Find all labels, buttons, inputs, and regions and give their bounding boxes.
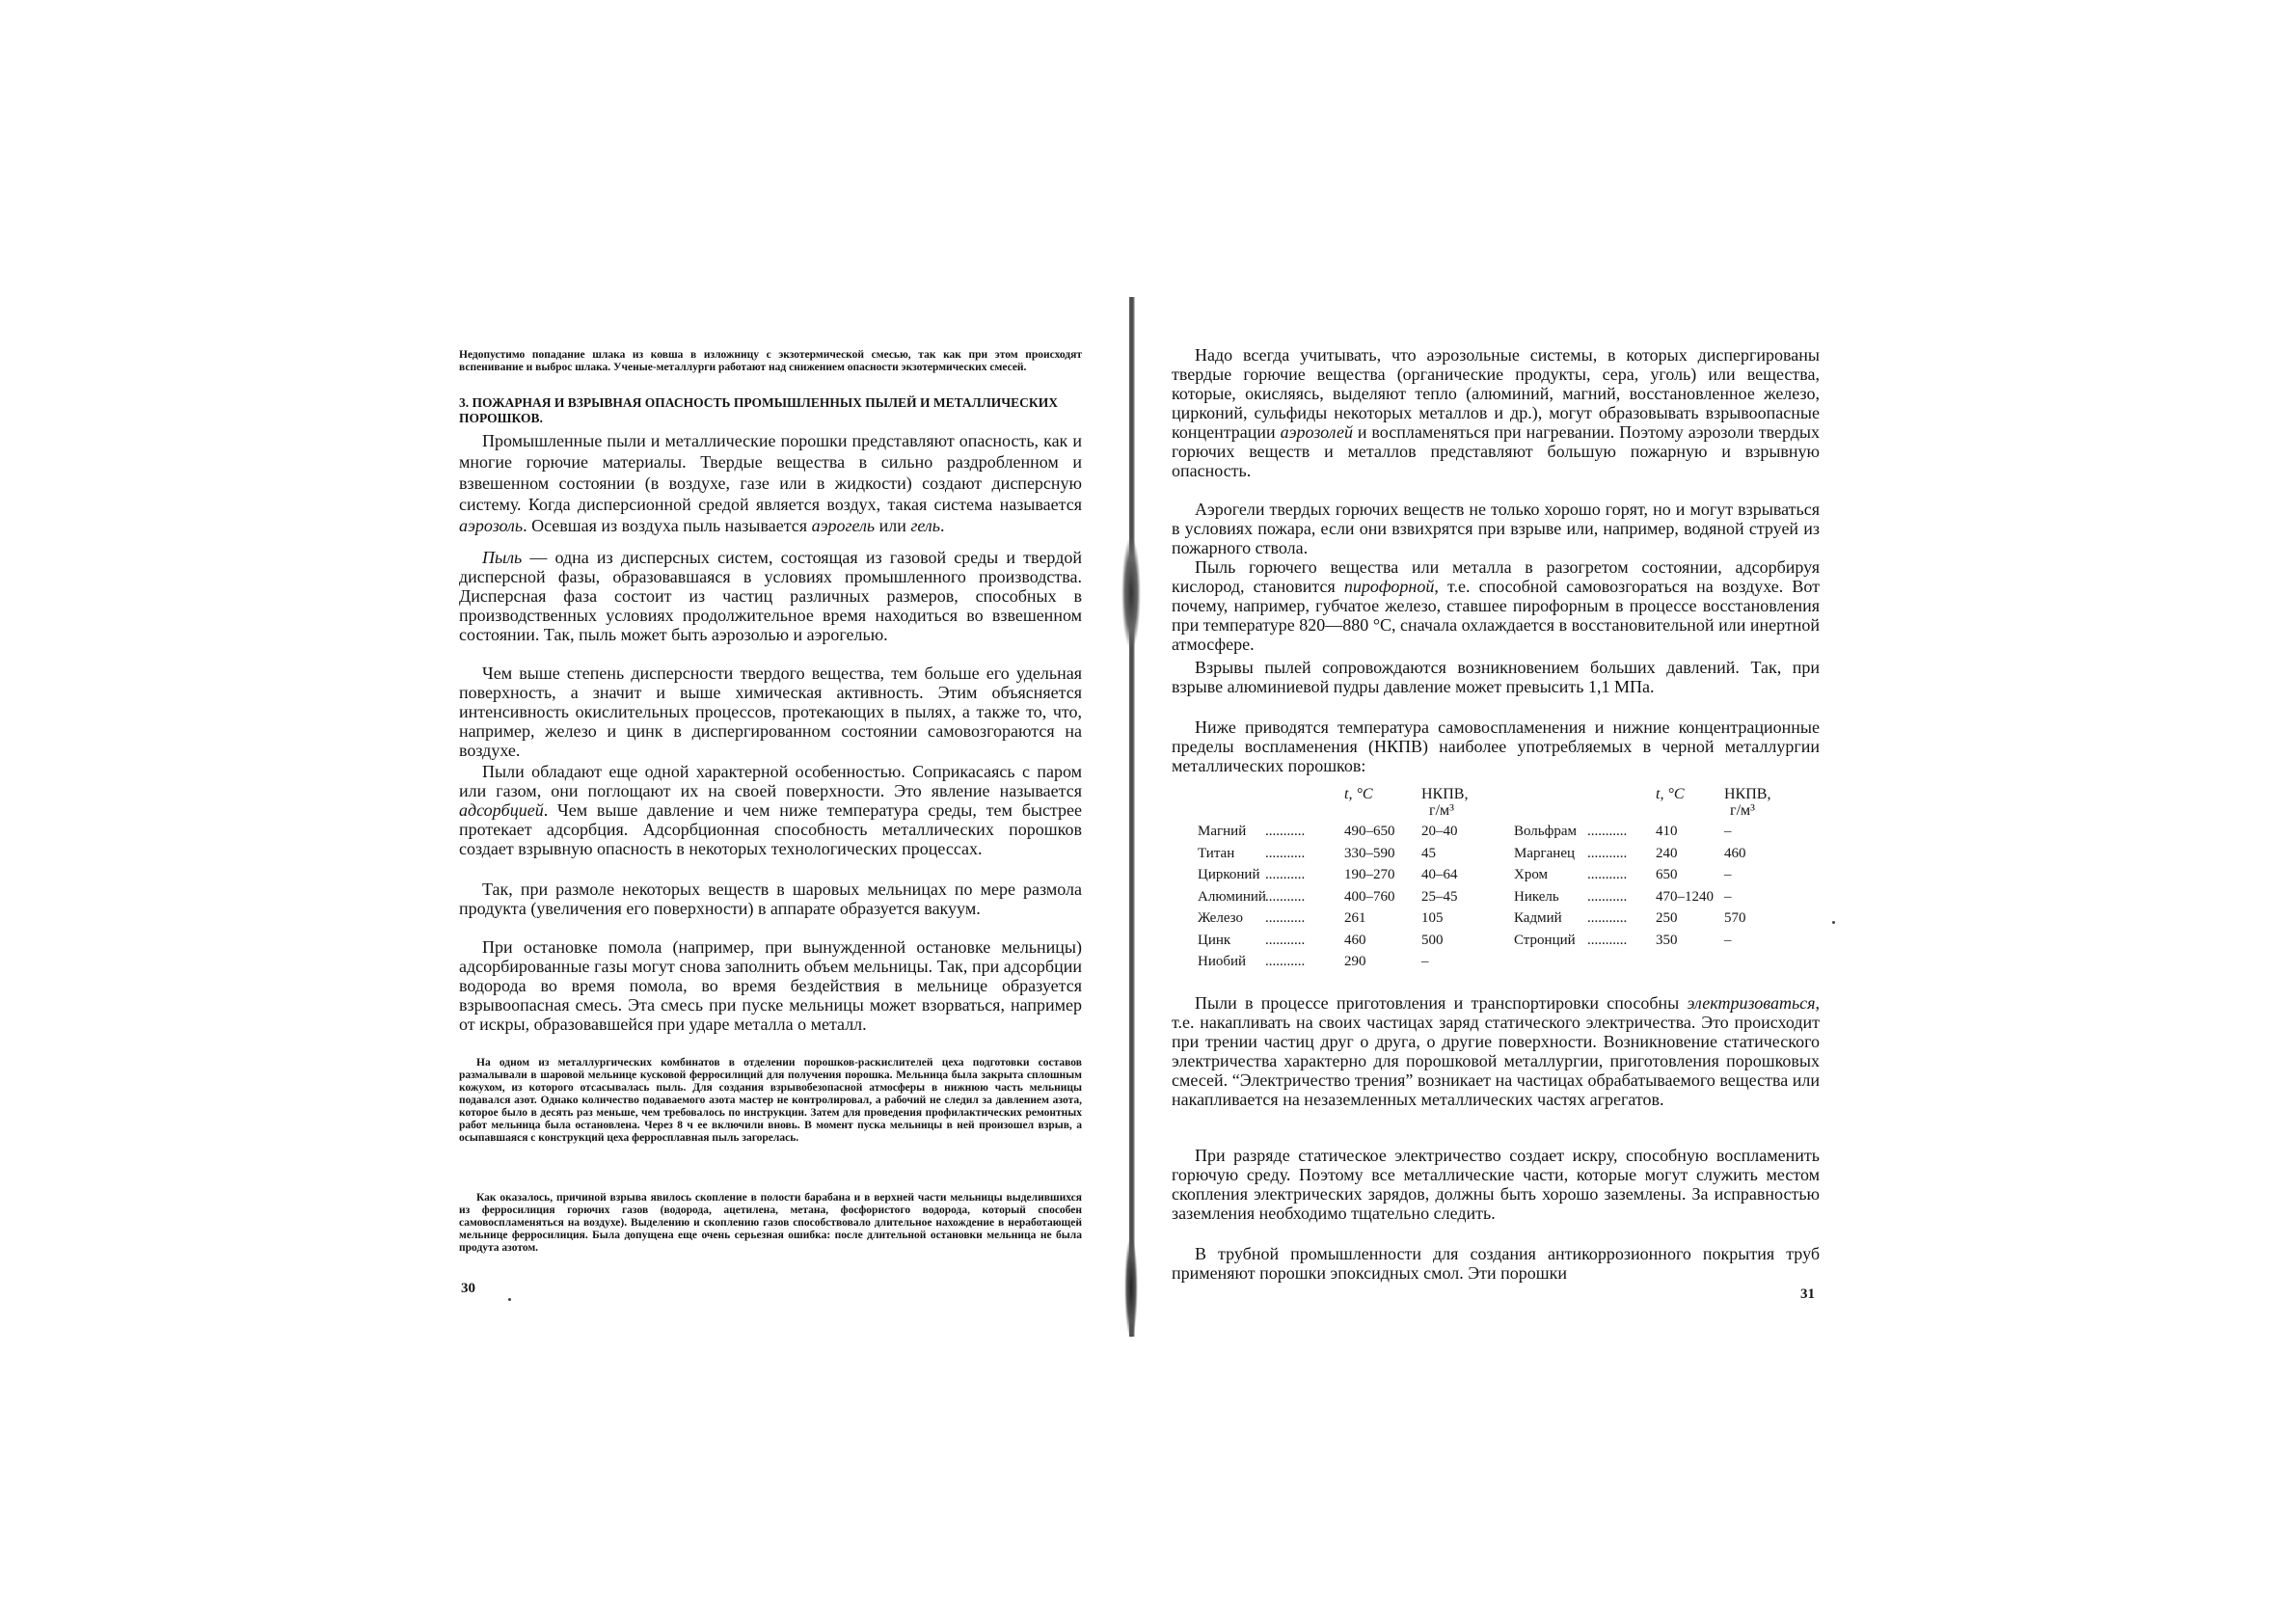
header-t: t, °С	[1344, 786, 1373, 802]
ignition-temp: 460	[1344, 932, 1366, 948]
paragraph: Промышленные пыли и металлические порошки представляют опасность, как и многие горючие материалы. Твердые вещества в сильно раздробленном и взвешенном состоянии (в воздухе, газе или в жидкости) создают дисперсную систему. Когда дисперсионной средой является воздух, такая система называется аэрозоль. Осевшая из воздуха пыль называется аэрогель или гель.	[459, 431, 1082, 535]
paragraph: Пыль горючего вещества или металла в разогретом состоянии, адсорбируя кислород, становится пирофорной, т.е. способной самовозгораться на воздухе. Вот почему, например, губчатое железо, ставшее пирофорным в процессе восстановления при температуре 820—880 °С, сначала охлаждается в восстановительной или инертной атмосфере.	[1172, 557, 1820, 654]
book-spine-shadow	[1126, 297, 1138, 1337]
metal-name: Стронций	[1514, 932, 1576, 948]
paragraph: Аэрогели твердых горючих веществ не только хорошо горят, но и могут взрываться в условиях пожара, если они взвихрятся при взрыве или, например, водяной струей из пожарного ствола.	[1172, 500, 1820, 557]
table-row	[1198, 930, 1815, 952]
page-number: 30	[461, 1281, 475, 1296]
paragraph: Так, при размоле некоторых веществ в шаровых мельницах по мере размола продукта (увеличения его поверхности) в аппарате образуется вакуум.	[459, 880, 1082, 918]
metal-name: Цинк	[1198, 932, 1231, 948]
metal-name: Алюминий	[1198, 888, 1266, 905]
table-row	[1198, 907, 1815, 930]
nkpv-value: 460	[1724, 845, 1746, 861]
header-nkpv: НКПВ,	[1724, 786, 1771, 802]
nkpv-value: 105	[1421, 910, 1444, 926]
ignition-temp: 261	[1344, 910, 1366, 926]
ignition-temp: 330–590	[1344, 845, 1395, 861]
table-row	[1198, 864, 1815, 886]
ignition-temp: 400–760	[1344, 888, 1395, 905]
page-number: 31	[1800, 1286, 1815, 1302]
metal-name: Магний	[1198, 824, 1247, 839]
scan-speck	[508, 1298, 511, 1301]
nkpv-value: 40–64	[1421, 867, 1458, 882]
metal-name: Титан	[1198, 845, 1235, 861]
section-heading: 3. ПОЖАРНАЯ И ВЗРЫВНАЯ ОПАСНОСТЬ ПРОМЫШЛЕННЫХ ПЫЛЕЙ И МЕТАЛЛИЧЕСКИХ ПОРОШКОВ.	[459, 395, 1058, 425]
leader-dots: ...........	[1587, 824, 1628, 839]
header-unit: г/м³	[1730, 802, 1755, 819]
table-header	[1198, 786, 1815, 821]
incident-note: Как оказалось, причиной взрыва явилось скопление в полости барабана и в верхней части мельницы выделившихся из ферросилиция горючих газов (водорода, ацетилена, метана, фосфористого водорода, который способен самовоспламеняться на воздухе). Выделению и скоплению газов способствовало длительное нахождение в неработающей мельнице ферросилиция. Была допущена еще очень серьезная ошибка: после длительной остановки мельница не была продута азотом.	[459, 1192, 1082, 1254]
leader-dots: ...........	[1587, 932, 1628, 948]
header-t: t, °С	[1656, 786, 1685, 802]
nkpv-value: –	[1724, 932, 1732, 948]
incident-note: На одном из металлургических комбинатов в отделении порошков-раскислителей цеха подготовки составов размалывали в шаровой мельнице кусковой ферросилиций для получения порошка. Мельница была закрыта сплошным кожухом, из которого отсасывалась пыль. Для создания взрывобезопасной атмосферы в нижнюю часть мельницы подавался азот. Однако количество подаваемого азота мастер не контролировал, а рабочий не следил за давлением азота, которое было в десять раз меньше, чем требовалось по инструкции. Затем для проведения профилактических ремонтных работ мельница была остановлена. Через 8 ч ее включили вновь. В момент пуска мельницы в ней произошел взрыв, а осыпавшаяся с конструкций цеха ферросплавная пыль загорелась.	[459, 1057, 1082, 1144]
leader-dots: ...........	[1265, 888, 1306, 905]
metal-name: Железо	[1198, 910, 1243, 926]
leader-dots: ...........	[1265, 845, 1306, 861]
paragraph: Пыль — одна из дисперсных систем, состоящая из газовой среды и твердой дисперсной фазы, образовавшаяся в условиях промышленного производства. Дисперсная фаза состоит из частиц различных размеров, способных в производственных условиях продолжительное время находиться во взвешенном состоянии. Так, пыль может быть аэрозолью и аэрогелью.	[459, 548, 1082, 644]
ignition-table	[1198, 786, 1815, 973]
nkpv-value: 500	[1421, 932, 1444, 948]
metal-name: Кадмий	[1514, 910, 1562, 926]
nkpv-value: –	[1724, 888, 1732, 905]
paragraph: В трубной промышленности для создания антикоррозионного покрытия труб применяют порошки эпоксидных смол. Эти порошки	[1172, 1244, 1820, 1283]
paragraph: Пыли в процессе приготовления и транспортировки способны электризоваться, т.е. накапливать на своих частицах заряд статического электричества. Это происходит при трении частиц друг о друга, о другие поверхности. Возникновение статического электричества характерно для порошковой металлургии, приготовления порошковых смесей. “Электричество трения” возникает на частицах обрабатываемого вещества или накапливается на незаземленных металлических частях агрегатов.	[1172, 993, 1820, 1109]
table-row	[1198, 821, 1815, 843]
leader-dots: ...........	[1587, 910, 1628, 926]
ignition-temp: 190–270	[1344, 867, 1395, 882]
nkpv-value: –	[1421, 954, 1429, 969]
ignition-temp: 240	[1656, 845, 1678, 861]
intro-note: Недопустимо попадание шлака из ковша в изложницу с экзотермической смесью, так как при этом происходят вспенивание и выброс шлака. Ученые-металлурги работают над снижением опасности экзотермических смесей.	[459, 349, 1082, 373]
ignition-temp: 410	[1656, 824, 1678, 839]
ignition-temp: 290	[1344, 954, 1366, 969]
leader-dots: ...........	[1587, 888, 1628, 905]
metal-name: Никель	[1514, 888, 1559, 905]
table-row	[1198, 951, 1815, 973]
paragraph: Чем выше степень дисперсности твердого вещества, тем больше его удельная поверхность, а значит и выше химическая активность. Этим объясняется интенсивность окислительных процессов, протекающих в пылях, а также то, что, например, железо и цинк в диспергированном состоянии самовозгораются на воздухе.	[459, 663, 1082, 760]
paragraph: Пыли обладают еще одной характерной особенностью. Соприкасаясь с паром или газом, они поглощают их на своей поверхности. Это явление называется адсорбцией. Чем выше давление и чем ниже температура среды, тем быстрее протекает адсорбция. Адсорбционная способность металлических порошков создает взрывную опасность в некоторых технологических процессах.	[459, 762, 1082, 858]
metal-name: Цирконий	[1198, 867, 1260, 882]
ignition-temp: 350	[1656, 932, 1678, 948]
metal-name: Вольфрам	[1514, 824, 1578, 839]
header-nkpv: НКПВ,	[1421, 786, 1469, 802]
spine-scan-mark	[1124, 1234, 1138, 1340]
header-unit: г/м³	[1429, 802, 1454, 819]
ignition-temp: 650	[1656, 867, 1678, 882]
table-row	[1198, 886, 1815, 908]
ignition-temp: 490–650	[1344, 824, 1395, 839]
paragraph: При остановке помола (например, при вынужденной остановке мельницы) адсорбированные газы могут снова заполнить объем мельницы. Так, при адсорбции водорода во время помола, во время бездействия в мельнице образуется взрывоопасная смесь. Эта смесь при пуске мельницы может взорваться, например от искры, образовавшейся при ударе металла о металл.	[459, 937, 1082, 1034]
table-body	[1198, 821, 1815, 973]
nkpv-value: –	[1724, 867, 1732, 882]
ignition-temp: 250	[1656, 910, 1678, 926]
metal-name: Марганец	[1514, 845, 1576, 861]
paragraph: Надо всегда учитывать, что аэрозольные системы, в которых диспергированы твердые горючие вещества (органические продукты, сера, уголь) или вещества, которые, окисляясь, выделяют тепло (алюминий, магний, восстановленное железо, цирконий, сульфиды некоторых металлов и др.), могут образовывать взрывоопасные концентрации аэрозолей и воспламеняться при нагревании. Поэтому аэрозоли твердых горючих веществ и металлов представляют большую пожарную и взрывную опасность.	[1172, 345, 1820, 480]
metal-name: Ниобий	[1198, 954, 1247, 969]
scan-speck	[1832, 921, 1835, 924]
ignition-temp: 470–1240	[1656, 888, 1714, 905]
nkpv-value: 45	[1421, 845, 1436, 861]
metal-name: Хром	[1514, 867, 1549, 882]
spine-scan-mark	[1121, 535, 1141, 651]
leader-dots: ...........	[1265, 867, 1306, 882]
leader-dots: ...........	[1265, 932, 1306, 948]
nkpv-value: 25–45	[1421, 888, 1458, 905]
leader-dots: ...........	[1265, 824, 1306, 839]
paragraph: Взрывы пылей сопровождаются возникновением больших давлений. Так, при взрыве алюминиевой пудры давление может превысить 1,1 МПа.	[1172, 658, 1820, 696]
nkpv-value: –	[1724, 824, 1732, 839]
leader-dots: ...........	[1265, 954, 1306, 969]
leader-dots: ...........	[1265, 910, 1306, 926]
nkpv-value: 570	[1724, 910, 1746, 926]
leader-dots: ...........	[1587, 845, 1628, 861]
table-row	[1198, 843, 1815, 865]
leader-dots: ...........	[1587, 867, 1628, 882]
paragraph: Ниже приводятся температура самовоспламенения и нижние концентрационные пределы воспламенения (НКПВ) наиболее употребляемых в черной металлургии металлических порошков:	[1172, 717, 1820, 775]
nkpv-value: 20–40	[1421, 824, 1458, 839]
paragraph: При разряде статическое электричество создает искру, способную воспламенить горючую среду. Поэтому все металлические части, которые могут служить местом скопления электрических зарядов, должны быть хорошо заземлены. За исправностью заземления необходимо тщательно следить.	[1172, 1146, 1820, 1223]
